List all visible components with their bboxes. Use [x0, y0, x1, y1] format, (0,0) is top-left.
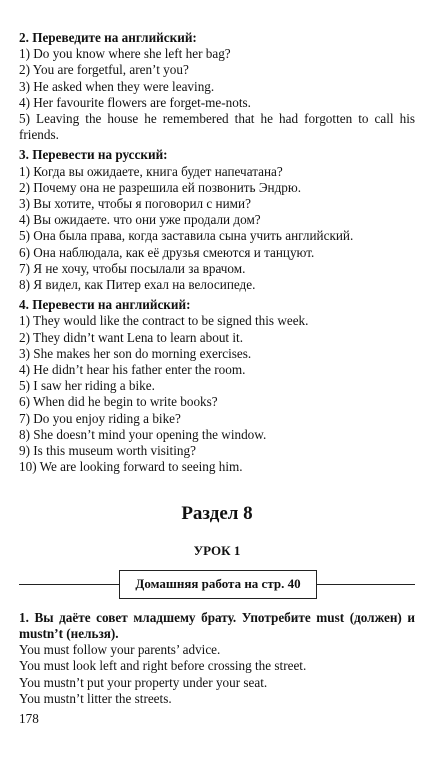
task-1-line: You mustn’t litter the streets. — [19, 690, 172, 706]
chapter-title: Раздел 8 — [181, 503, 253, 525]
section-3-line: 8) Я видел, как Питер ехал на велосипеде. — [19, 277, 256, 293]
task-1-line: You must look left and right before crossing the street. — [19, 658, 307, 674]
section-4-line: 3) She makes her son do morning exercises. — [19, 345, 252, 361]
lesson-title: УРОК 1 — [193, 543, 241, 559]
page-number: 178 — [19, 710, 39, 726]
section-4-title: 4. Перевести на английский: — [19, 297, 191, 313]
section-4-line: 2) They didn’t want Lena to learn about it. — [19, 329, 244, 345]
section-4 — [19, 297, 415, 475]
section-4-line: 1) They would like the contract to be signed this week. — [19, 313, 309, 329]
section-2-line: 2) You are forgetful, aren’t you? — [19, 62, 189, 78]
section-2-title: 2. Переведите на английский: — [19, 30, 197, 45]
section-3-title: 3. Перевести на русский: — [19, 147, 168, 163]
section-3-line: 4) Вы ожидаете. что они уже продали дом? — [19, 212, 261, 228]
section-3-line: 7) Я не хочу, чтобы посылали за врачом. — [19, 260, 246, 276]
section-4-line: 9) Is this museum worth visiting? — [19, 443, 196, 459]
homework-banner — [19, 570, 415, 600]
task-1-line: You mustn’t put your property under your seat. — [19, 674, 268, 690]
section-3-line: 1) Когда вы ожидаете, книга будет напечатана? — [19, 163, 283, 179]
section-3-line: 6) Она наблюдала, как её друзья смеются и танцуют. — [19, 244, 315, 260]
section-3-line: 2) Почему она не разрешила ей позвонить Эндрю. — [19, 179, 302, 195]
section-2-line: 1) Do you know where she left her bag? — [19, 46, 231, 62]
section-3 — [19, 147, 415, 293]
task-1-line: You must follow your parents’ advice. — [19, 642, 221, 658]
homework-label: Домашняя работа на стр. 40 — [119, 570, 317, 599]
section-4-line: 8) She doesn’t mind your opening the window. — [19, 426, 267, 442]
section-4-line: 7) Do you enjoy riding a bike? — [19, 410, 181, 426]
section-2-line: 5) Leaving the house he remembered that he had forgotten to call his friends. — [19, 111, 415, 143]
task-1-title: 1. Вы даёте совет младшему брату. Употребите must (должен) и mustn’t (нельзя). — [19, 609, 415, 641]
section-3-line: 5) Она была права, когда заставила сына учить английский. — [19, 228, 354, 244]
section-2 — [19, 30, 415, 143]
section-4-line: 4) He didn’t hear his father enter the room. — [19, 362, 246, 378]
section-4-line: 6) When did he begin to write books? — [19, 394, 218, 410]
section-2-line: 4) Her favourite flowers are forget-me-nots. — [19, 94, 251, 110]
section-4-line: 10) We are looking forward to seeing him. — [19, 459, 243, 475]
section-3-line: 3) Вы хотите, чтобы я поговорил с ними? — [19, 196, 251, 212]
task-1 — [19, 610, 415, 707]
section-2-line: 3) He asked when they were leaving. — [19, 78, 215, 94]
page-content — [19, 30, 415, 727]
section-4-line: 5) I saw her riding a bike. — [19, 378, 155, 394]
